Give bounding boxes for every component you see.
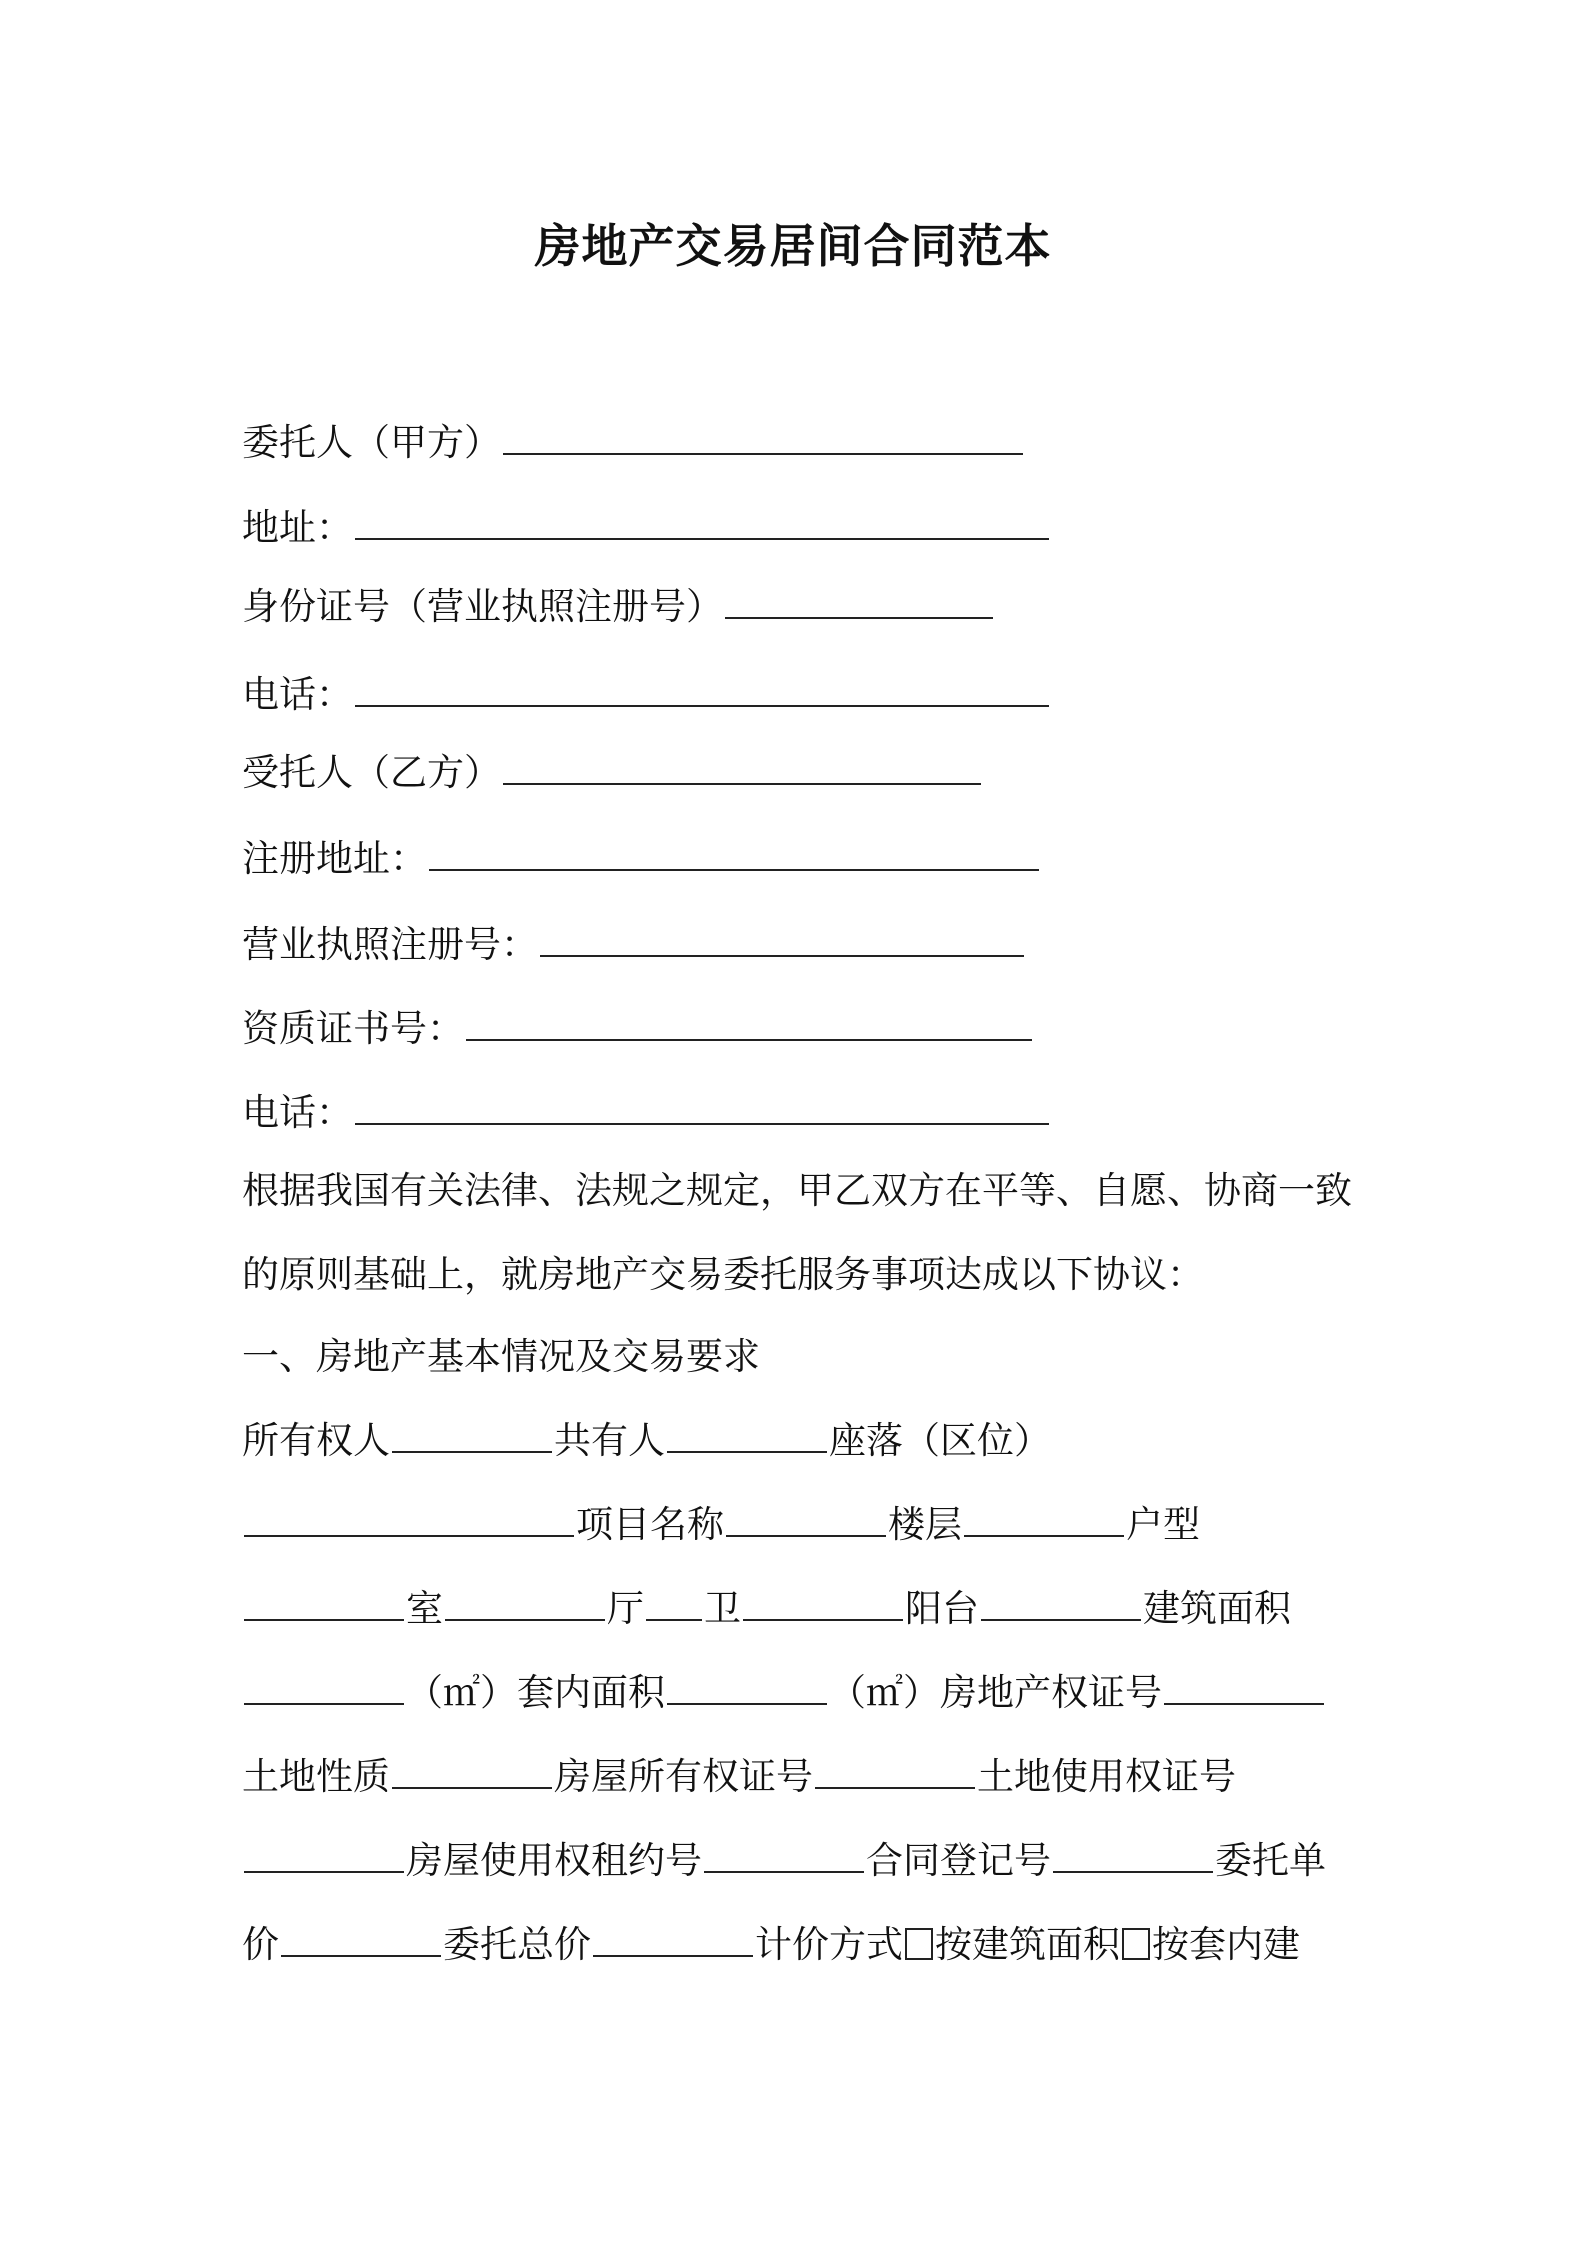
address-field[interactable] [355, 504, 1049, 540]
project-name-field[interactable] [726, 1501, 886, 1537]
hall-count-field[interactable] [445, 1585, 605, 1621]
inner-area-field[interactable] [667, 1669, 827, 1705]
agent-label: 受托人（乙方） [242, 751, 501, 794]
id-label: 身份证号（营业执照注册号） [242, 585, 723, 628]
reg-address-field[interactable] [429, 835, 1039, 871]
address-label: 地址： [242, 506, 353, 549]
form-line-1 [242, 1416, 1051, 1466]
lease-no-label: 房屋使用权租约号 [406, 1839, 702, 1882]
house-cert-label: 房屋所有权证号 [554, 1755, 813, 1798]
project-name-label: 项目名称 [576, 1503, 724, 1546]
sqm-unit-2: （㎡） [829, 1671, 940, 1714]
document-title: 房地产交易居间合同范本 [534, 219, 1052, 273]
form-line-6 [242, 1836, 1326, 1886]
co-owner-field[interactable] [667, 1417, 827, 1453]
balcony-count-field[interactable] [743, 1585, 903, 1621]
phone-b-label: 电话： [242, 1091, 353, 1134]
land-nature-label: 土地性质 [242, 1755, 390, 1798]
land-use-cert-field[interactable] [244, 1837, 404, 1873]
license-line [242, 920, 1026, 970]
building-area-checkbox[interactable] [905, 1928, 933, 1960]
floor-field[interactable] [964, 1501, 1124, 1537]
address-line [242, 503, 1051, 553]
section-heading: 一、房地产基本情况及交易要求 [242, 1335, 760, 1378]
phone-b-line [242, 1088, 1051, 1138]
cert-field[interactable] [466, 1005, 1032, 1041]
contract-reg-field[interactable] [1053, 1837, 1213, 1873]
building-area-field[interactable] [244, 1669, 404, 1705]
inner-area-label: 套内面积 [517, 1671, 665, 1714]
land-use-cert-label: 土地使用权证号 [977, 1755, 1236, 1798]
unit-price-label-a: 委托单 [1215, 1839, 1326, 1882]
sqm-unit-1: （㎡） [406, 1671, 517, 1714]
owner-label: 所有权人 [242, 1419, 390, 1462]
by-inner-label: 按套内建 [1152, 1923, 1300, 1966]
phone-a-field[interactable] [355, 671, 1049, 707]
preamble-line-1: 根据我国有关法律、法规之规定，甲乙双方在平等、自愿、协商一致 [242, 1169, 1352, 1212]
property-cert-label: 房地产权证号 [940, 1671, 1162, 1714]
id-field[interactable] [725, 583, 993, 619]
client-field[interactable] [503, 419, 1023, 455]
client-line [242, 418, 1025, 468]
cert-label: 资质证书号： [242, 1007, 464, 1050]
unit-price-field[interactable] [281, 1921, 441, 1957]
total-price-field[interactable] [593, 1921, 753, 1957]
co-owner-label: 共有人 [554, 1419, 665, 1462]
floor-label: 楼层 [888, 1503, 962, 1546]
form-line-2 [242, 1500, 1200, 1550]
unit-type-label: 户型 [1126, 1503, 1200, 1546]
room-label: 室 [406, 1587, 443, 1630]
phone-a-line [242, 670, 1051, 720]
preamble-line-2: 的原则基础上，就房地产交易委托服务事项达成以下协议： [242, 1253, 1204, 1296]
total-price-label: 委托总价 [443, 1923, 591, 1966]
lease-no-field[interactable] [704, 1837, 864, 1873]
reg-address-label: 注册地址： [242, 837, 427, 880]
form-line-7 [242, 1920, 1300, 1970]
phone-b-field[interactable] [355, 1089, 1049, 1125]
agent-field[interactable] [503, 749, 981, 785]
form-line-5 [242, 1752, 1236, 1802]
form-line-3 [242, 1584, 1291, 1634]
bath-label: 卫 [704, 1587, 741, 1630]
balcony-field[interactable] [981, 1585, 1141, 1621]
building-area-label: 建筑面积 [1143, 1587, 1291, 1630]
contract-reg-label: 合同登记号 [866, 1839, 1051, 1882]
agent-line [242, 748, 983, 798]
property-cert-field[interactable] [1164, 1669, 1324, 1705]
land-nature-field[interactable] [392, 1753, 552, 1789]
bath-count-field[interactable] [646, 1585, 702, 1621]
unit-price-label-b: 价 [242, 1923, 279, 1966]
form-line-4 [242, 1668, 1326, 1718]
house-cert-field[interactable] [815, 1753, 975, 1789]
inner-area-checkbox[interactable] [1122, 1928, 1150, 1960]
location-field[interactable] [244, 1501, 574, 1537]
pricing-method-label: 计价方式 [755, 1923, 903, 1966]
license-field[interactable] [540, 921, 1024, 957]
location-label: 座落（区位） [829, 1419, 1051, 1462]
client-label: 委托人（甲方） [242, 421, 501, 464]
hall-label: 厅 [607, 1587, 644, 1630]
cert-line [242, 1004, 1034, 1054]
by-building-area-label: 按建筑面积 [935, 1923, 1120, 1966]
room-count-field[interactable] [244, 1585, 404, 1621]
license-label: 营业执照注册号： [242, 923, 538, 966]
phone-a-label: 电话： [242, 673, 353, 716]
id-line [242, 582, 995, 632]
owner-field[interactable] [392, 1417, 552, 1453]
balcony-label: 阳台 [905, 1587, 979, 1630]
reg-address-line [242, 834, 1041, 884]
